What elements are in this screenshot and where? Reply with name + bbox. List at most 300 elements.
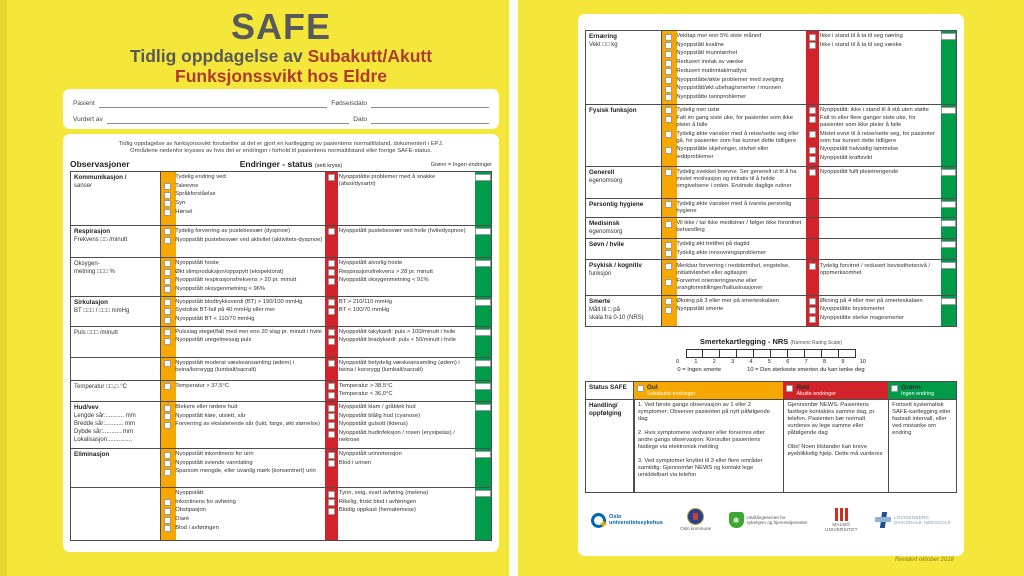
row-label: [71, 381, 161, 401]
observation-item: [325, 490, 475, 499]
rod-column-cell: [325, 297, 475, 326]
checkbox-gul[interactable]: [164, 200, 171, 207]
observation-item: [662, 241, 807, 250]
gronn-column-cell: [941, 105, 956, 166]
utviklingssenter-icon: ❋: [729, 512, 744, 528]
row-label-title: Smerte: [589, 297, 611, 305]
observation-item: [325, 259, 475, 268]
checkbox-rod[interactable]: [328, 228, 335, 235]
observation-item: [662, 85, 807, 94]
gronn-column-cell: [475, 358, 491, 380]
observation-item: [325, 421, 475, 430]
checkbox-gul[interactable]: [665, 116, 672, 123]
checkbox-rod[interactable]: [328, 269, 335, 276]
checkbox-gul[interactable]: [164, 286, 171, 293]
rod-column-cell: [325, 488, 475, 540]
gronn-note: Grønn = Ingen endringer: [430, 161, 492, 168]
observation-item: [161, 315, 326, 324]
observation-row: [71, 297, 491, 327]
checkbox-gul[interactable]: [665, 131, 672, 138]
checkbox-gronn[interactable]: [475, 228, 491, 235]
observation-item: [806, 41, 941, 50]
checkbox-rod[interactable]: [328, 278, 335, 285]
observation-item: [662, 130, 807, 146]
checkbox-gul[interactable]: [164, 383, 171, 390]
row-label: [586, 105, 662, 166]
checkbox-gronn[interactable]: [941, 33, 956, 40]
observation-item: [662, 67, 807, 76]
row-label: [586, 218, 662, 238]
observation-item: [662, 200, 807, 216]
checkbox-gronn[interactable]: [941, 169, 956, 176]
checkbox-status-gul[interactable]: [637, 385, 644, 392]
observation-row: [586, 239, 956, 260]
checkbox-gul[interactable]: [164, 183, 171, 190]
rod-column-cell: [325, 258, 475, 296]
item-text: Tydelig økt tretthet på dagtid: [676, 241, 750, 248]
row-label-sub: funksjon: [589, 271, 612, 278]
observation-item: [662, 93, 807, 102]
checkbox-rod[interactable]: [809, 107, 816, 114]
observation-item: [325, 459, 475, 468]
checkbox-rod[interactable]: [328, 405, 335, 412]
checkbox-gul[interactable]: [665, 250, 672, 257]
checkbox-gul[interactable]: [665, 263, 672, 270]
checkbox-gul[interactable]: [665, 201, 672, 208]
checkbox-gul[interactable]: [665, 68, 672, 75]
nrs-scale-cell[interactable]: [805, 349, 822, 358]
nrs-ruler: [585, 349, 957, 358]
checkbox-rod[interactable]: [809, 147, 816, 154]
observation-item: [161, 359, 326, 375]
checkbox-gul[interactable]: [665, 298, 672, 305]
checkbox-gul[interactable]: [164, 360, 171, 367]
observation-item: [662, 306, 807, 315]
checkbox-gronn[interactable]: [475, 329, 491, 336]
observation-item: [662, 220, 807, 236]
item-text: Vekttap mer enn 5% siste måned: [676, 33, 762, 40]
row-label-sub: Frekvens □□ /minutt: [74, 236, 128, 243]
observation-item: [662, 278, 807, 294]
nrs-tick: 1: [694, 358, 698, 365]
row-label-title: Medisinsk: [589, 220, 620, 228]
item-text: Pulsslag steget/falt med mer enn 20 slag pr. minutt i hvile: [175, 328, 322, 335]
row-label-sub: Lokalisasjon:..............: [74, 437, 133, 443]
rod-column-cell: [806, 105, 941, 166]
status-gul-texts: [647, 384, 696, 398]
item-text: Nyoppstått takykardi: puls > 100/minutt i hvile: [338, 328, 456, 335]
row-label-title: Psykisk / kognitiv: [589, 262, 642, 270]
row-label-title: Kommunikasjon /: [74, 173, 127, 181]
observation-item: [325, 173, 475, 189]
item-text: Mistet evne til å reise/sette seg, for pasienter som har kunnet dette tidligere: [819, 130, 935, 145]
nrs-scale-cell[interactable]: [703, 349, 720, 358]
checkbox-rod[interactable]: [328, 491, 335, 498]
handling-paragraph: 2. Hvis symptomene vedvarer eller forverres etter andre gangs observasjon: Konsulter pasientens fastlege via elektronisk melding: [637, 430, 765, 451]
gul-column-cell: [161, 381, 326, 401]
item-text: Taleevne: [175, 182, 199, 189]
nrs-scale-cell[interactable]: [839, 349, 856, 358]
observation-item: [161, 199, 326, 208]
checkbox-rod[interactable]: [328, 452, 335, 459]
checkbox-gul[interactable]: [164, 499, 171, 506]
logo-lovisenberg: [875, 512, 951, 528]
observation-row: [71, 449, 491, 488]
observation-item: [325, 359, 475, 375]
observation-item: [161, 227, 326, 236]
item-text: Økning på 4 eller mer på smerteskalaen: [819, 297, 923, 304]
checkbox-gul[interactable]: [665, 77, 672, 84]
nrs-scale-cell[interactable]: [822, 349, 839, 358]
logo-malmo-text: MALMÖ UNIVERSITET: [825, 521, 858, 533]
checkbox-gul[interactable]: [164, 209, 171, 216]
checkbox-gul[interactable]: [665, 221, 672, 228]
gronn-column-cell: [475, 172, 491, 225]
status-gronn-texts: [901, 384, 934, 398]
checkbox-gul[interactable]: [164, 338, 171, 345]
pasient-label: Pasient: [73, 100, 95, 107]
item-text: Nyoppståtte skjelvinger, stivhet eller leddproblemer: [676, 146, 769, 160]
nrs-scale-cell[interactable]: [754, 349, 771, 358]
status-gronn-cell: [888, 382, 956, 400]
checkbox-gul[interactable]: [164, 192, 171, 199]
observation-item: [161, 404, 326, 413]
checkbox-rod[interactable]: [328, 360, 335, 367]
item-text: Obstipasjon: [175, 507, 206, 514]
row-label-title: Hud/vev: [74, 404, 99, 411]
checkbox-gul[interactable]: [665, 242, 672, 249]
status-gul-title: Gul: [646, 383, 658, 391]
checkbox-rod[interactable]: [328, 308, 335, 315]
status-gul-subtitle: Subakutte endringer: [646, 390, 696, 397]
observation-item: [325, 227, 475, 236]
item-text: Redusert inntak av væske: [676, 59, 744, 66]
checkbox-rod[interactable]: [809, 156, 816, 163]
rod-column-cell: [806, 167, 941, 198]
item-text: Temperatur > 38,5°C: [338, 382, 393, 389]
checkbox-gul[interactable]: [665, 147, 672, 154]
observation-row: [586, 167, 956, 199]
checkbox-gul[interactable]: [164, 269, 171, 276]
checkbox-gronn[interactable]: [941, 220, 956, 227]
row-label: [586, 31, 662, 104]
checkbox-gul[interactable]: [665, 169, 672, 176]
nrs-scale-cell[interactable]: [771, 349, 788, 358]
row-label-title: Puls □□□ /minutt: [74, 329, 118, 336]
nrs-scale-cell[interactable]: [720, 349, 737, 358]
checkbox-gul[interactable]: [665, 42, 672, 49]
gronn-column-cell: [941, 167, 956, 198]
gronn-column-cell: [475, 327, 491, 357]
nrs-captions: [585, 367, 957, 373]
checkbox-gul[interactable]: [665, 86, 672, 93]
item-text: Nyoppståtte tannproblemer: [676, 93, 747, 100]
nrs-title-text: Smertekartlegging - NRS: [699, 336, 789, 346]
checkbox-status-rod[interactable]: [786, 385, 793, 392]
checkbox-gul[interactable]: [665, 279, 672, 286]
item-text: Systolisk BT-fall på 40 mmHg eller mer: [175, 307, 276, 314]
status-safe-table: [585, 381, 957, 494]
checkbox-rod[interactable]: [328, 499, 335, 506]
item-text: Tydelig forverring av pustebesvær (dyspnoe): [175, 227, 291, 234]
logo-ous-text: Oslo universitetssykehus: [609, 513, 663, 527]
checkbox-gronn[interactable]: [475, 299, 491, 306]
item-text: Nyoppstått urinretensjon: [338, 451, 402, 458]
checkbox-rod[interactable]: [809, 316, 816, 323]
checkbox-rod[interactable]: [328, 299, 335, 306]
row-label: [586, 260, 662, 294]
checkbox-gronn[interactable]: [475, 383, 491, 390]
checkbox-status-gronn[interactable]: [891, 385, 898, 392]
item-text: Nyoppstått:: [175, 490, 205, 497]
row-label-sub: metning □□□ %: [74, 268, 115, 275]
observation-item: [806, 106, 941, 115]
gul-column-cell: [161, 258, 326, 296]
gronn-column-cell: [941, 296, 956, 326]
checkbox-rod[interactable]: [809, 307, 816, 314]
item-text: Vil ikke / tar ikke medisiner / følger ikke forordnet behandling: [676, 220, 802, 234]
checkbox-gul[interactable]: [665, 94, 672, 101]
endringer-heading: [200, 159, 382, 169]
observation-row: [586, 260, 956, 295]
nrs-tick: 6: [786, 358, 790, 365]
observation-item: [806, 297, 941, 306]
checkbox-rod[interactable]: [328, 508, 335, 515]
handling-label-line1: Handling/: [589, 402, 618, 410]
item-text: Tydelig økte vansker med å reise/sette seg eller gå, for pasienter som har kunnet dette tidligere: [676, 130, 800, 145]
pasient-field[interactable]: [99, 96, 328, 108]
gronn-column-cell: [941, 31, 956, 104]
row-label: [71, 297, 161, 326]
fodselsdato-field[interactable]: [371, 96, 489, 108]
observation-item: [806, 306, 941, 315]
status-gronn-title: Grønn: [901, 383, 921, 391]
observation-panel: [63, 134, 499, 552]
checkbox-rod[interactable]: [328, 422, 335, 429]
gronn-column-cell: [475, 226, 491, 257]
observation-item: [806, 262, 941, 278]
checkbox-gul[interactable]: [164, 299, 171, 306]
checkbox-gul[interactable]: [164, 405, 171, 412]
gronn-column-cell: [475, 297, 491, 326]
nrs-tick: 2: [712, 358, 716, 365]
row-label: [71, 258, 161, 296]
checkbox-gul[interactable]: [164, 329, 171, 336]
checkbox-rod[interactable]: [328, 431, 335, 438]
checkbox-gronn[interactable]: [475, 451, 491, 458]
item-text: Nyoppstått uregelmessig puls: [175, 337, 252, 344]
gul-column-cell: [662, 296, 807, 326]
row-label-sub: egenomsorg: [589, 229, 623, 236]
handling-row: [586, 400, 956, 492]
checkbox-rod[interactable]: [328, 329, 335, 336]
checkbox-gronn[interactable]: [475, 490, 491, 497]
gronn-column-cell: [475, 402, 491, 448]
item-text: Tydelig svekket boevne. Ser generelt ut til å ha mistet motivasjon og initiativ til å holde omgivelsene i orden. Endrede daglige rutiner: [676, 168, 797, 189]
observation-item: [161, 208, 326, 217]
row-label-title: Sirkulasjon: [74, 298, 108, 306]
item-text: Falt én gang siste uke, for pasienter som ikke pleier å falle: [676, 115, 793, 129]
rod-column-cell: [325, 402, 475, 448]
observation-item: [325, 307, 475, 316]
checkbox-gul[interactable]: [665, 107, 672, 114]
checkbox-rod[interactable]: [328, 174, 335, 181]
rod-column-cell: [325, 172, 475, 225]
checkbox-gul[interactable]: [164, 308, 171, 315]
checkbox-rod[interactable]: [809, 298, 816, 305]
checkbox-rod[interactable]: [328, 338, 335, 345]
checkbox-gul[interactable]: [164, 517, 171, 524]
page-edge-shade: [0, 0, 7, 576]
checkbox-gul[interactable]: [665, 307, 672, 314]
oslo-kommune-icon: [687, 508, 704, 525]
row-label: [71, 327, 161, 357]
item-text: Nyoppstått fullt pleietrengende: [819, 168, 899, 175]
checkbox-gul[interactable]: [665, 60, 672, 67]
subtitle-emphasis-1: Subakutt/Akutt: [307, 46, 433, 66]
item-text: Tynn, seig, svart avføring (melena): [338, 490, 429, 497]
gul-column-cell: [161, 358, 326, 380]
checkbox-gul[interactable]: [164, 278, 171, 285]
rod-column-cell: [806, 260, 941, 294]
checkbox-rod[interactable]: [809, 169, 816, 176]
item-text: Nyoppstått sviende vannlating: [175, 459, 253, 466]
observation-table-right: [585, 30, 957, 327]
row-label: [586, 239, 662, 259]
checkbox-gronn[interactable]: [941, 201, 956, 208]
item-text: Nyoppstått smerte: [676, 306, 724, 313]
gronn-column-cell: [475, 381, 491, 401]
checkbox-gronn[interactable]: [475, 174, 491, 181]
gul-column-cell: [662, 199, 807, 218]
checkbox-gul[interactable]: [665, 34, 672, 41]
intro-line-1: Tidlig oppdagelse av funksjonssvikt forutsetter at det er gjort en kartlegging av pasientens normaltilstand, dokumentert i EPJ.: [118, 141, 444, 147]
checkbox-gul[interactable]: [164, 413, 171, 420]
checkbox-gronn[interactable]: [941, 298, 956, 305]
checkbox-gul[interactable]: [164, 228, 171, 235]
nrs-scale-cell[interactable]: [737, 349, 754, 358]
item-text: Nyoppstått klam / gråblek hud: [338, 404, 416, 411]
gul-column-cell: [662, 167, 807, 198]
observation-item: [161, 490, 326, 499]
nrs-scale-cell[interactable]: [788, 349, 805, 358]
nrs-scale-cell[interactable]: [686, 349, 703, 358]
checkbox-rod[interactable]: [809, 116, 816, 123]
observation-panel-continued: [578, 14, 964, 556]
item-text: Nyoppstått kløe, utslett, sår: [175, 412, 246, 419]
gul-column-cell: [662, 239, 807, 259]
observation-row: [71, 358, 491, 381]
checkbox-rod[interactable]: [328, 413, 335, 420]
checkbox-gul[interactable]: [164, 260, 171, 267]
checkbox-rod[interactable]: [809, 34, 816, 41]
patient-row-1: [73, 92, 489, 108]
observation-row: [71, 172, 491, 226]
item-text: Nyoppstått oksygenmetning < 96%: [175, 285, 266, 292]
observation-item: [161, 173, 326, 182]
checkbox-gul[interactable]: [164, 422, 171, 429]
checkbox-gul[interactable]: [164, 469, 171, 476]
observation-item: [161, 337, 326, 346]
row-label-sub: Dybde sår:........... mm: [74, 429, 134, 435]
observation-item: [161, 382, 326, 391]
checkbox-gul[interactable]: [164, 508, 171, 515]
observation-item: [806, 115, 941, 131]
checkbox-gul[interactable]: [665, 51, 672, 58]
rod-column-cell: [806, 199, 941, 218]
item-text: Økning på 3 eller mer på smerteskalaen: [676, 297, 780, 304]
row-label-sub: Bredde sår:........... mm: [74, 421, 136, 427]
checkbox-gronn[interactable]: [941, 241, 956, 248]
nrs-tick: 3: [731, 358, 735, 365]
handling-label: [586, 400, 634, 492]
checkbox-rod[interactable]: [328, 460, 335, 467]
checkbox-gul[interactable]: [164, 237, 171, 244]
checkbox-rod[interactable]: [328, 260, 335, 267]
observation-item: [161, 412, 326, 421]
item-text: Nyoppstått respirasjonsfrekvens > 20 pr. minutt: [175, 277, 297, 284]
item-text: Nyoppstått inkontinens for urin: [175, 451, 254, 458]
observation-item: [662, 262, 807, 278]
row-label: [586, 199, 662, 218]
checkbox-gul[interactable]: [164, 460, 171, 467]
row-label-sub: sanser: [74, 182, 93, 189]
checkbox-rod[interactable]: [809, 42, 816, 49]
item-text: Nyoppstått pustebesvær ved hvile (hviledyspnoe): [338, 227, 466, 234]
row-label: [586, 167, 662, 198]
item-text: Tydelig mer ustø: [676, 106, 720, 113]
gronn-column-cell: [941, 260, 956, 294]
gul-column-cell: [662, 260, 807, 294]
vurdert-av-field[interactable]: [107, 112, 350, 124]
checkbox-gronn[interactable]: [941, 107, 956, 114]
subtitle-emphasis-2: Funksjonssvikt hos Eldre: [175, 66, 387, 86]
nrs-scale-section: [585, 337, 957, 373]
gul-column-cell: [161, 488, 326, 540]
item-text: Språkforståelse: [175, 191, 216, 198]
checkbox-rod[interactable]: [328, 383, 335, 390]
dato-field[interactable]: [371, 112, 489, 124]
row-label-sub: Målt til □ på: [589, 306, 620, 313]
checkbox-gronn[interactable]: [475, 404, 491, 411]
observation-item: [161, 459, 326, 468]
checkbox-rod[interactable]: [809, 131, 816, 138]
checkbox-gronn[interactable]: [475, 360, 491, 367]
item-text: Nyoppstått gulsott (ikterus): [338, 421, 408, 428]
logo-ous: [591, 513, 663, 528]
checkbox-rod[interactable]: [809, 263, 816, 270]
rod-column-cell: [325, 226, 475, 257]
item-text: Økt slimproduksjon/oppspytt (ekspektorat): [175, 268, 284, 275]
checkbox-gul[interactable]: [164, 452, 171, 459]
status-rod-title: Rød: [796, 383, 810, 391]
observation-item: [161, 328, 326, 337]
observation-item: [325, 337, 475, 346]
observation-item: [161, 277, 326, 286]
item-text: Nyoppstått bradykardi: puls < 50/minutt i hvile: [338, 337, 457, 344]
checkbox-gul[interactable]: [164, 525, 171, 532]
item-text: Temperatur < 36,0°C: [338, 391, 393, 398]
lovisenberg-icon: [875, 512, 891, 528]
row-label-title: Søvn / hvile: [589, 241, 624, 249]
checkbox-gronn[interactable]: [475, 260, 491, 267]
checkbox-gronn[interactable]: [941, 262, 956, 269]
checkbox-rod[interactable]: [328, 392, 335, 399]
checkbox-gul[interactable]: [164, 317, 171, 324]
handling-paragraph: Obs! Noen tilstander kan kreve øyeblikkelig hjelp. Dette må vurderes: [787, 444, 883, 458]
item-text: Hørsel: [175, 208, 193, 215]
rod-column-cell: [806, 31, 941, 104]
